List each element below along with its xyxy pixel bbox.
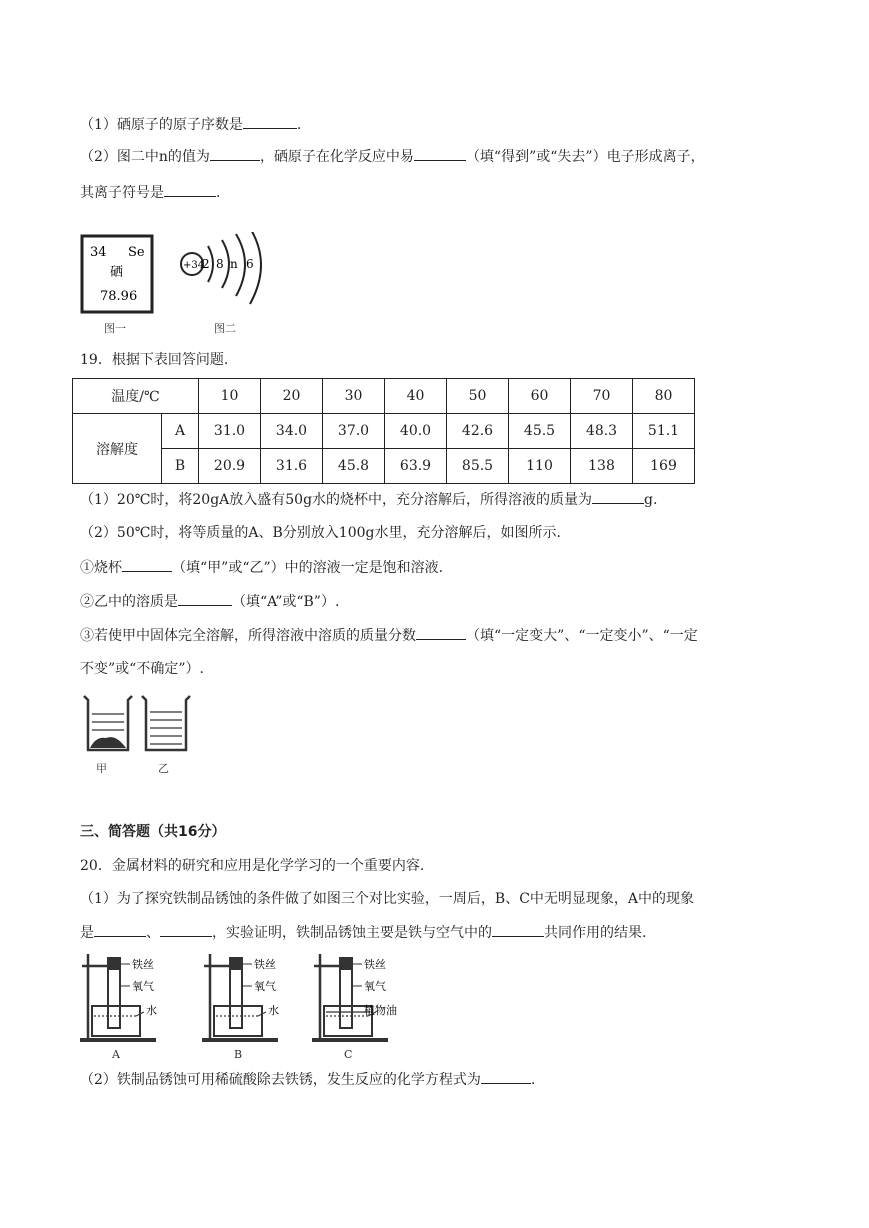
beaker-caption: 乙 <box>158 762 169 775</box>
label-vegetable-oil: 植物油 <box>364 1004 397 1017</box>
temp-cell: 70 <box>571 379 633 414</box>
table-row <box>73 379 695 414</box>
label-iron-wire: 铁丝 <box>364 958 386 971</box>
temp-cell: 10 <box>199 379 261 414</box>
answer-blank[interactable] <box>414 146 466 161</box>
apparatus-caption: C <box>344 1048 353 1061</box>
shell-electrons: n <box>230 257 238 271</box>
temp-cell: 20 <box>261 379 323 414</box>
temp-cell: 40 <box>385 379 447 414</box>
q19-sub2: ②乙中的溶质是 （填“A”或“B”）. <box>80 591 339 612</box>
section-heading: 三、简答题（共16分） <box>80 824 226 840</box>
value-cell: 110 <box>509 449 571 484</box>
apparatus-a <box>80 954 157 1061</box>
answer-blank[interactable] <box>122 557 172 572</box>
value-cell: 40.0 <box>385 414 447 449</box>
answer-blank[interactable] <box>592 489 644 504</box>
table-row <box>73 414 695 449</box>
atomic-mass: 78.96 <box>100 289 138 304</box>
figure-periodic-cell <box>80 232 160 338</box>
value-cell: 34.0 <box>261 414 323 449</box>
answer-blank[interactable] <box>164 182 216 197</box>
element-symbol: Se <box>128 245 145 260</box>
figure-atom-structure <box>174 232 274 338</box>
value-cell: 169 <box>633 449 695 484</box>
q20-title: 20．金属材料的研究和应用是化学学习的一个重要内容. <box>80 858 425 874</box>
apparatus-b <box>202 954 279 1061</box>
q19-sub3: ③若使甲中固体完全溶解，所得溶液中溶质的质量分数 （填“一定变大”、“一定变小”、“一定 <box>80 625 698 646</box>
apparatus-caption: B <box>234 1048 243 1061</box>
row-label: 溶解度 <box>73 414 162 484</box>
substance-label: A <box>162 414 199 449</box>
q20-part2: （2）铁制品锈蚀可用稀硫酸除去铁锈，发生反应的化学方程式为 . <box>80 1069 535 1090</box>
label-oxygen: 氧气 <box>254 980 276 993</box>
apparatus-c <box>312 954 397 1061</box>
value-cell: 37.0 <box>323 414 385 449</box>
answer-blank[interactable] <box>492 922 544 937</box>
value-cell: 42.6 <box>447 414 509 449</box>
value-cell: 45.8 <box>323 449 385 484</box>
answer-blank[interactable] <box>416 625 466 640</box>
substance-label: B <box>162 449 199 484</box>
answer-blank[interactable] <box>94 922 146 937</box>
beaker-caption: 甲 <box>96 762 107 775</box>
figure-beakers <box>78 692 198 780</box>
q20-part1-cont: 是 、 ，实验证明，铁制品锈蚀主要是铁与空气中的 共同作用的结果. <box>80 922 646 943</box>
temp-cell: 30 <box>323 379 385 414</box>
value-cell: 31.0 <box>199 414 261 449</box>
apparatus-caption: A <box>112 1048 120 1061</box>
q19-title: 19．根据下表回答问题. <box>80 352 229 368</box>
answer-blank[interactable] <box>210 146 260 161</box>
temp-cell: 50 <box>447 379 509 414</box>
atomic-number: 34 <box>90 245 107 260</box>
value-cell: 138 <box>571 449 633 484</box>
shell-electrons: 2 <box>202 257 210 271</box>
temp-cell: 60 <box>509 379 571 414</box>
q18-part2: （2）图二中n的值为 ，硒原子在化学反应中易 （填“得到”或“失去”）电子形成离子， <box>80 146 705 167</box>
table-row <box>73 449 695 484</box>
label-iron-wire: 铁丝 <box>254 958 276 971</box>
value-cell: 85.5 <box>447 449 509 484</box>
figure-caption: 图二 <box>214 322 236 335</box>
value-cell: 48.3 <box>571 414 633 449</box>
label-iron-wire: 铁丝 <box>132 958 154 971</box>
value-cell: 31.6 <box>261 449 323 484</box>
temp-cell: 80 <box>633 379 695 414</box>
label-water: 水 <box>268 1004 279 1017</box>
q20-part1: （1）为了探究铁制品锈蚀的条件做了如图三个对比实验，一周后，B、C中无明显现象，A中的现象 <box>80 891 695 907</box>
label-oxygen: 氧气 <box>364 980 386 993</box>
label-water: 水 <box>146 1004 157 1017</box>
shell-electrons: 8 <box>216 257 224 271</box>
shell-electrons: 6 <box>246 257 254 271</box>
value-cell: 20.9 <box>199 449 261 484</box>
value-cell: 45.5 <box>509 414 571 449</box>
value-cell: 63.9 <box>385 449 447 484</box>
q18-part2-cont: 其离子符号是 . <box>80 182 220 203</box>
q19-sub1: ①烧杯 （填“甲”或“乙”）中的溶液一定是饱和溶液. <box>80 557 443 578</box>
q19-part1: （1）20℃时，将20gA放入盛有50g水的烧杯中，充分溶解后，所得溶液的质量为 g. <box>80 489 657 510</box>
value-cell: 51.1 <box>633 414 695 449</box>
answer-blank[interactable] <box>178 591 232 606</box>
answer-blank[interactable] <box>160 922 212 937</box>
label-oxygen: 氧气 <box>132 980 154 993</box>
q19-sub3-cont: 不变”或“不确定”）. <box>80 661 204 677</box>
figure-rust-experiment <box>78 950 428 1062</box>
element-name: 硒 <box>110 265 124 280</box>
answer-blank[interactable] <box>243 114 297 129</box>
beaker-yi <box>142 696 190 775</box>
q18-part1: （1）硒原子的原子序数是 . <box>80 114 301 135</box>
figure-caption: 图一 <box>104 322 126 335</box>
beaker-jia <box>84 696 132 775</box>
solubility-table <box>72 378 695 484</box>
q19-part2: （2）50℃时，将等质量的A、B分别放入100g水里，充分溶解后，如图所示. <box>80 525 561 541</box>
header-label: 温度/℃ <box>73 379 199 414</box>
nucleus-charge: +34 <box>183 260 205 271</box>
answer-blank[interactable] <box>481 1069 531 1084</box>
